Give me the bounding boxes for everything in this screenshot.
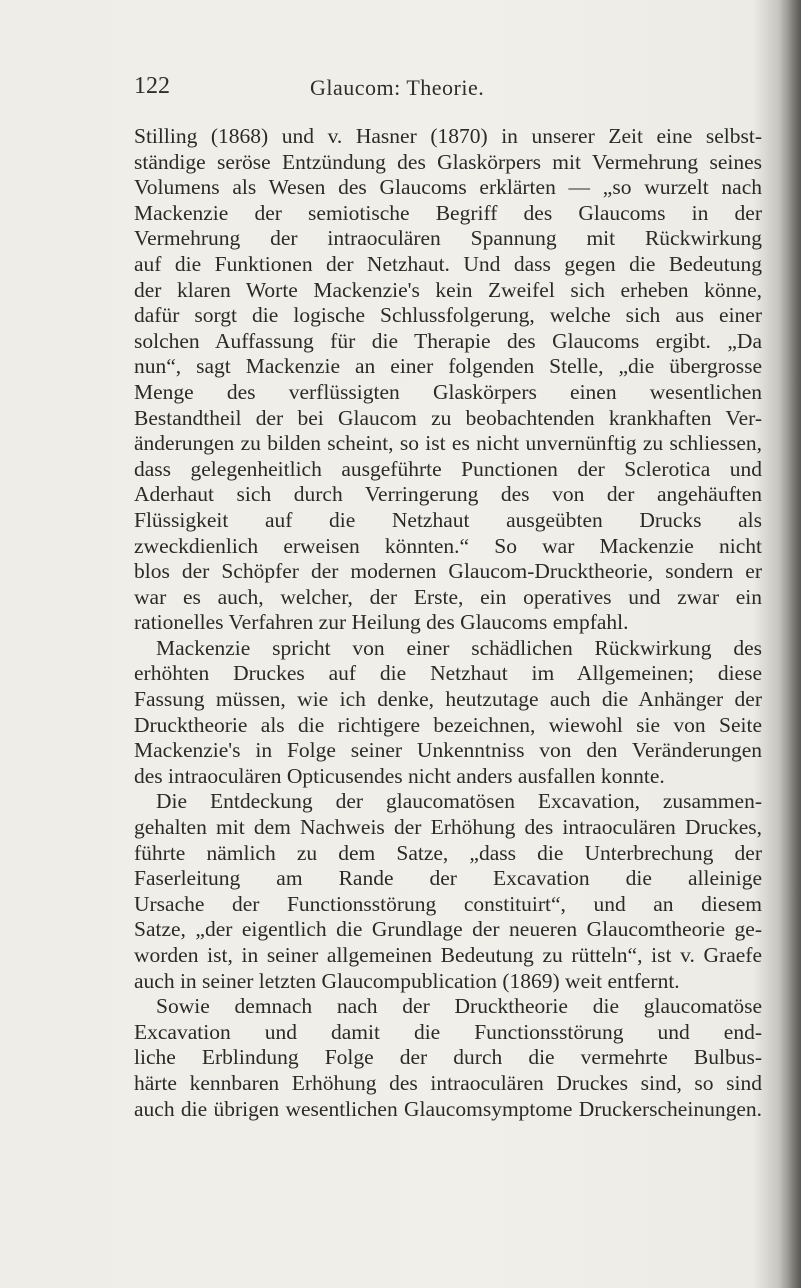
- text-line: Faserleitung am Rande der Excavation die alleinige: [134, 866, 762, 891]
- text-line: Bestandtheil der bei Glaucom zu beobachtenden krankhaften Ver-: [134, 405, 762, 430]
- text-line: Flüssigkeit auf die Netzhaut ausgeübten Drucks als: [134, 507, 762, 532]
- text-line: war es auch, welcher, der Erste, ein operatives und zwar ein: [134, 584, 762, 609]
- text-line: Die Entdeckung der glaucomatösen Excavation, zusammen-: [156, 789, 762, 814]
- body-text: [134, 124, 762, 1122]
- text-line: Mackenzie spricht von einer schädlichen Rückwirkung des: [156, 635, 762, 660]
- text-line: dass gelegenheitlich ausgeführte Punctionen der Sclerotica und: [134, 456, 762, 481]
- text-line: Fassung müssen, wie ich denke, heutzutage auch die Anhänger der: [134, 687, 762, 712]
- text-line: erhöhten Druckes auf die Netzhaut im Allgemeinen; diese: [134, 661, 762, 686]
- text-line: gehalten mit dem Nachweis der Erhöhung des intraoculären Druckes,: [134, 815, 762, 840]
- page-number: 122: [134, 73, 170, 99]
- running-head: Glaucom: Theorie.: [310, 75, 485, 100]
- text-line: ständige seröse Entzündung des Glaskörpers mit Vermehrung seines: [134, 149, 762, 174]
- text-line: blos der Schöpfer der modernen Glaucom-Drucktheorie, sondern er: [134, 559, 762, 584]
- text-line: zweckdienlich erweisen könnten.“ So war Mackenzie nicht: [134, 533, 762, 558]
- text-line: Excavation und damit die Functionsstörung und end-: [134, 1019, 762, 1044]
- page-edge-shadow: [779, 0, 801, 1288]
- text-line: auch in seiner letzten Glaucompublication (1869) weit entfernt.: [134, 968, 680, 993]
- text-line: Ursache der Functionsstörung constituirt“, und an diesem: [134, 891, 762, 916]
- text-line: härte kennbaren Erhöhung des intraoculären Druckes sind, so sind: [134, 1070, 762, 1095]
- text-line: liche Erblindung Folge der durch die vermehrte Bulbus-: [134, 1045, 762, 1070]
- text-line: Stilling (1868) und v. Hasner (1870) in unserer Zeit eine selbst-: [134, 124, 762, 148]
- page-header: [134, 73, 774, 103]
- text-line: Mackenzie der semiotische Begriff des Glaucoms in der: [134, 200, 762, 225]
- text-line: Sowie demnach nach der Drucktheorie die glaucomatöse: [156, 994, 762, 1019]
- text-line: auf die Funktionen der Netzhaut. Und dass gegen die Bedeutung: [134, 251, 762, 276]
- text-line: worden ist, in seiner allgemeinen Bedeutung zu rütteln“, ist v. Graefe: [134, 943, 762, 967]
- text-line: nun“, sagt Mackenzie an einer folgenden Stelle, „die übergrosse: [134, 354, 762, 379]
- text-line: solchen Auffassung für die Therapie des Glaucoms ergibt. „Da: [134, 328, 762, 353]
- text-line: Satze, „der eigentlich die Grundlage der neueren Glaucomtheorie ge-: [134, 917, 762, 942]
- text-line: Mackenzie's in Folge seiner Unkenntniss von den Veränderungen: [134, 738, 762, 763]
- text-line: Volumens als Wesen des Glaucoms erklärten — „so wurzelt nach: [134, 175, 762, 200]
- text-line: führte nämlich zu dem Satze, „dass die Unterbrechung der: [134, 840, 762, 865]
- text-line: Aderhaut sich durch Verringerung des von der angehäuften: [134, 482, 762, 507]
- text-line: des intraoculären Opticusendes nicht anders ausfallen konnte.: [134, 763, 665, 788]
- text-line: Drucktheorie als die richtigere bezeichnen, wiewohl sie von Seite: [134, 712, 762, 737]
- text-line: dafür sorgt die logische Schlussfolgerung, welche sich aus einer: [134, 303, 762, 328]
- text-line: Menge des verflüssigten Glaskörpers einen wesentlichen: [134, 379, 762, 404]
- text-line: rationelles Verfahren zur Heilung des Glaucoms empfahl.: [134, 610, 629, 635]
- text-line: änderungen zu bilden scheint, so ist es nicht unvernünftig zu schliessen,: [134, 431, 762, 456]
- text-line: der klaren Worte Mackenzie's kein Zweifel sich erheben könne,: [134, 277, 762, 302]
- text-line: Vermehrung der intraoculären Spannung mit Rückwirkung: [134, 226, 762, 251]
- text-line: auch die übrigen wesentlichen Glaucomsymptome Druckerscheinungen.: [134, 1096, 762, 1121]
